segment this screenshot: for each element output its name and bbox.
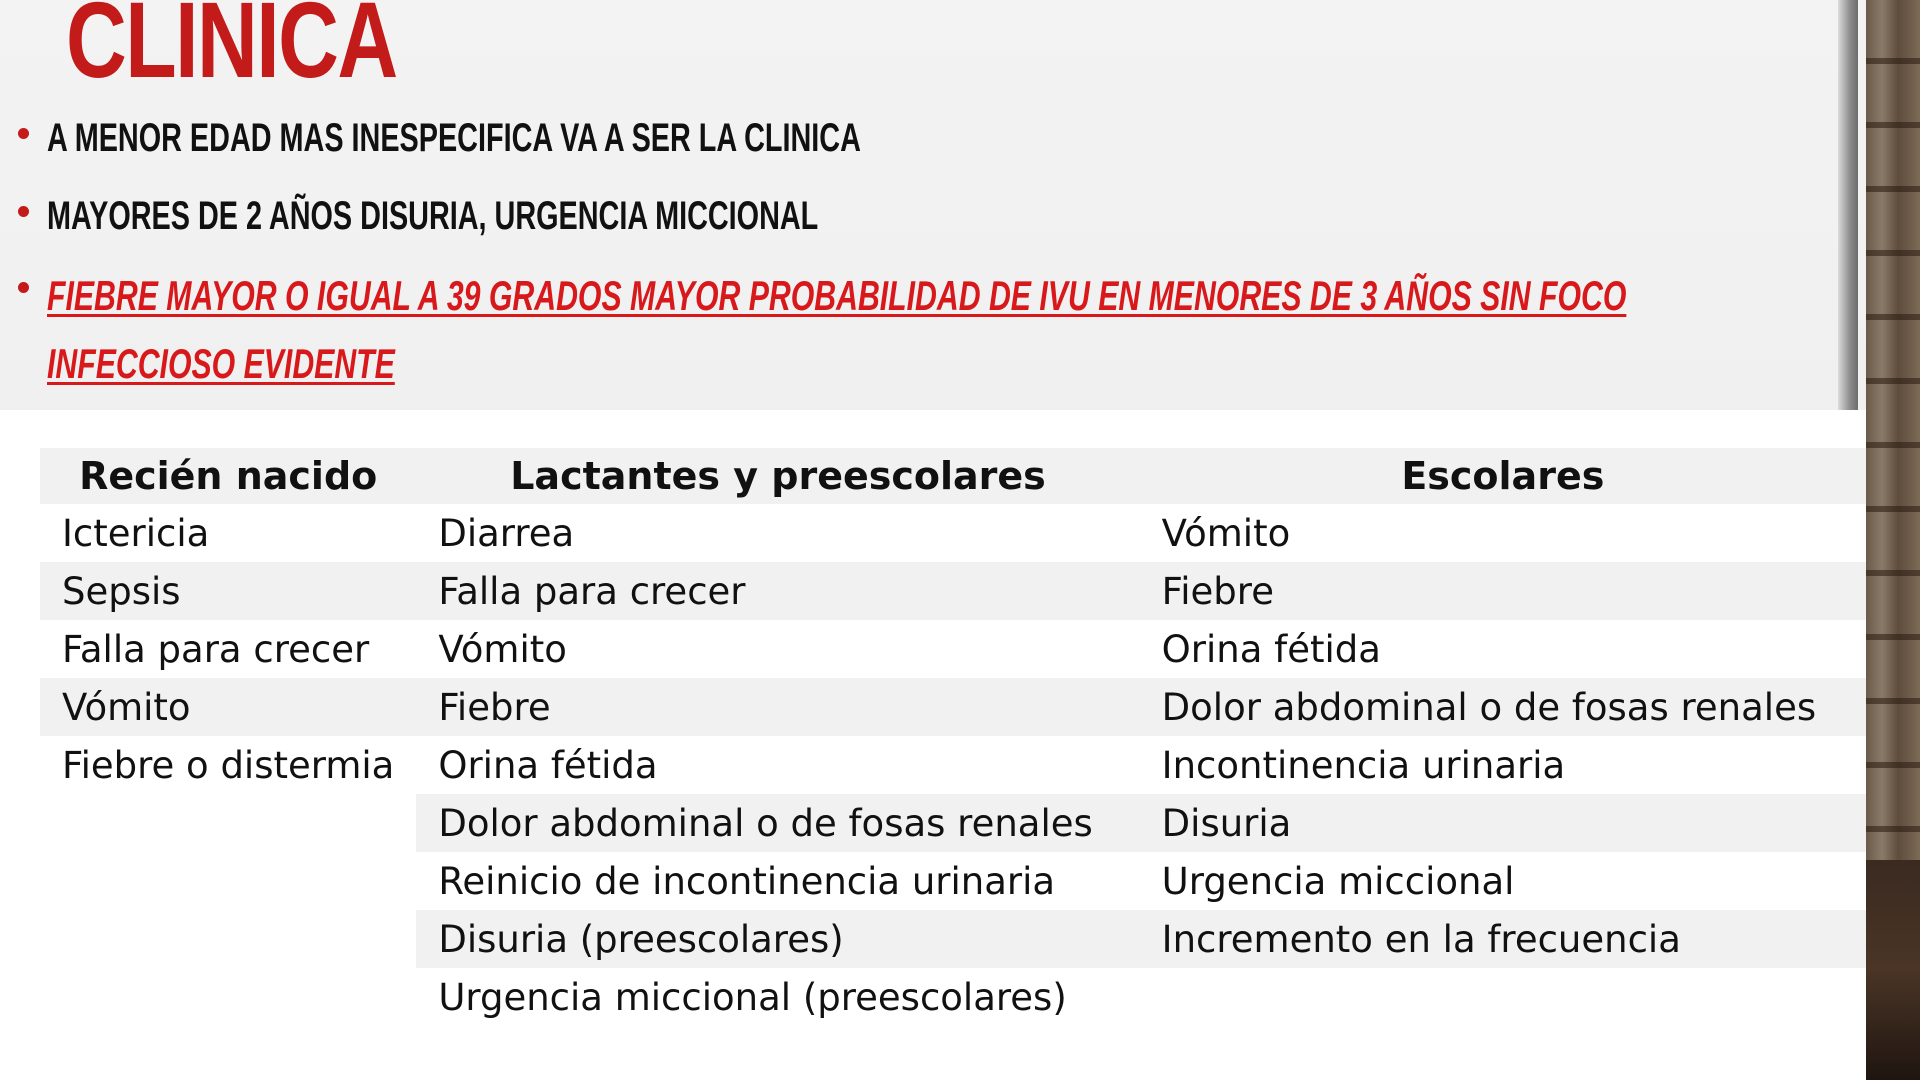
table-row	[40, 736, 1866, 794]
header-lactantes: Lactantes y preescolares	[416, 448, 1139, 504]
table-cell: Sepsis	[40, 562, 416, 620]
bullet-text-highlight: FIEBRE MAYOR O IGUAL A 39 GRADOS MAYOR PROBABILIDAD DE IVU EN MENORES DE 3 AÑOS SIN FOCO INFECCIOSO EVIDENTE	[47, 272, 1627, 387]
table-cell: Incremento en la frecuencia	[1140, 910, 1866, 968]
table-cell: Vómito	[1161, 511, 1291, 555]
bullet-dot-icon	[18, 206, 29, 217]
table-row	[40, 504, 1866, 562]
table-cell: Ictericia	[62, 511, 210, 555]
bullet-item	[18, 196, 1118, 236]
symptoms-table-panel	[0, 410, 1866, 1080]
table-row	[40, 678, 1866, 736]
symptoms-table	[40, 448, 1866, 1026]
table-cell: Urgencia miccional	[1161, 859, 1515, 903]
table-cell: Fiebre	[416, 678, 1139, 736]
table-row	[40, 794, 1866, 852]
table-cell: Disuria (preescolares)	[416, 910, 1139, 968]
header-recien-nacido: Recién nacido	[40, 448, 416, 504]
table-cell-empty	[40, 794, 416, 852]
table-row	[40, 852, 1866, 910]
table-row	[40, 910, 1866, 968]
table-cell: Falla para crecer	[416, 562, 1139, 620]
table-cell: Fiebre o distermia	[62, 743, 395, 787]
bullet-item-highlight	[18, 262, 1920, 398]
table-cell-empty	[1140, 968, 1866, 1026]
table-cell: Orina fétida	[1161, 627, 1381, 671]
table-row	[40, 620, 1866, 678]
bullet-dot-icon	[18, 282, 29, 293]
bullet-text: MAYORES DE 2 AÑOS DISURIA, URGENCIA MICCIONAL	[47, 194, 819, 238]
table-cell: Dolor abdominal o de fosas renales	[416, 794, 1139, 852]
table-cell: Incontinencia urinaria	[1161, 743, 1566, 787]
table-row	[40, 968, 1866, 1026]
table-cell: Reinicio de incontinencia urinaria	[438, 859, 1056, 903]
table-cell-empty	[40, 852, 416, 910]
table-cell: Diarrea	[438, 511, 575, 555]
table-cell: Fiebre	[1140, 562, 1866, 620]
table-cell: Orina fétida	[438, 743, 658, 787]
brick-wall-shadow	[1866, 860, 1920, 1080]
table-cell: Falla para crecer	[62, 627, 370, 671]
table-cell-empty	[40, 968, 416, 1026]
table-cell: Vómito	[40, 678, 416, 736]
bullet-item	[18, 118, 1177, 158]
table-cell: Vómito	[438, 627, 567, 671]
table-cell: Dolor abdominal o de fosas renales	[1140, 678, 1866, 736]
header-escolares: Escolares	[1140, 448, 1866, 504]
table-cell: Disuria	[1140, 794, 1866, 852]
table-header-row	[40, 448, 1866, 504]
table-cell: Urgencia miccional (preescolares)	[438, 975, 1067, 1019]
table-row	[40, 562, 1866, 620]
bullet-dot-icon	[18, 128, 29, 139]
slide-title: CLINICA	[66, 0, 397, 100]
bullet-text: A MENOR EDAD MAS INESPECIFICA VA A SER LA CLINICA	[47, 116, 861, 160]
table-cell-empty	[40, 910, 416, 968]
